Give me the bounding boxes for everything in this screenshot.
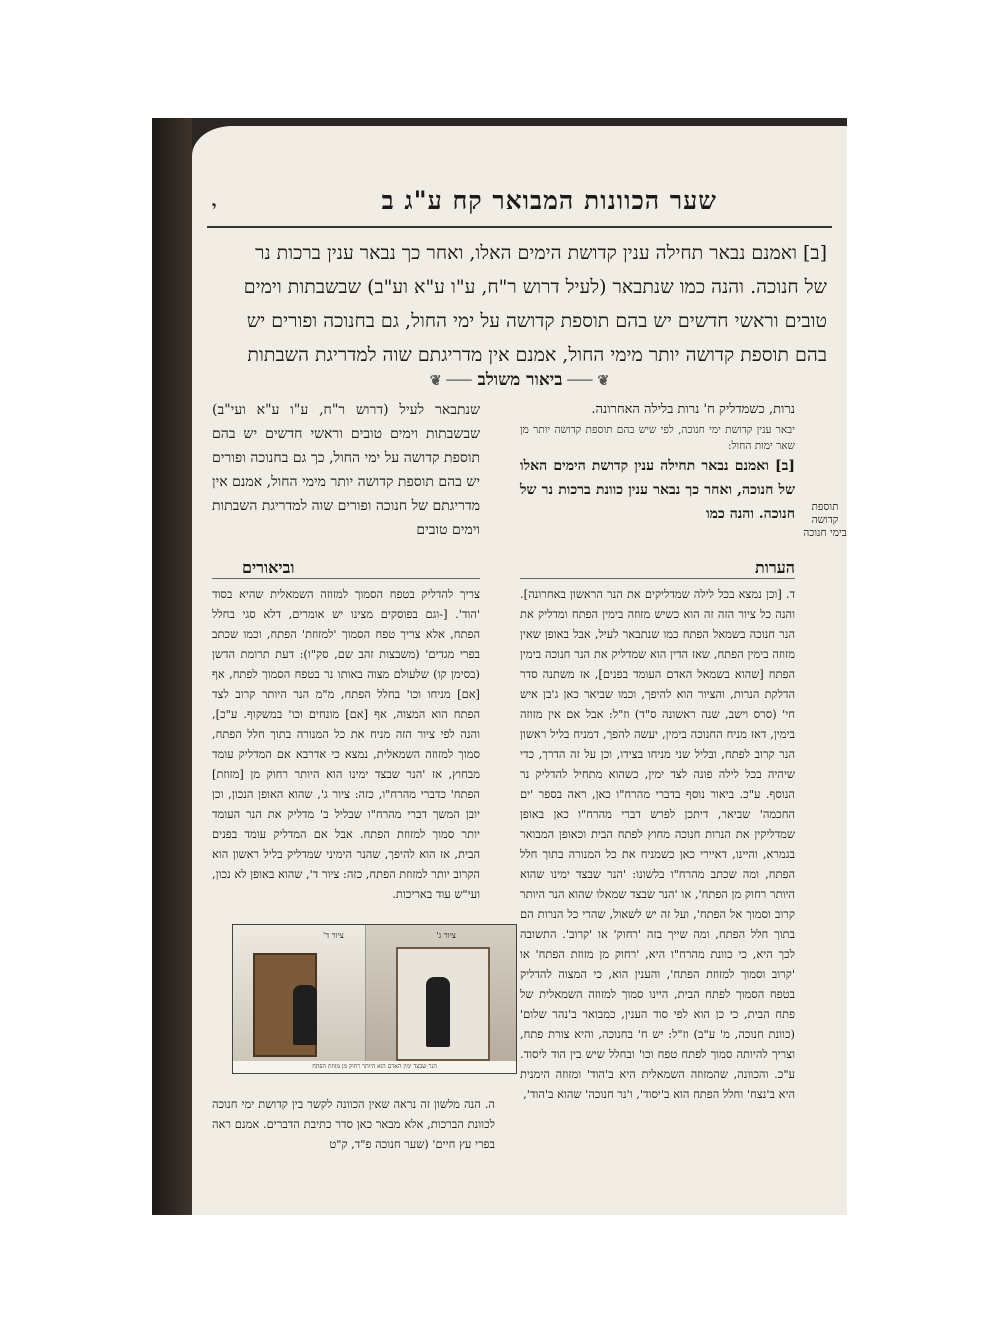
main-text [216,236,827,372]
illustration-label: ציור ג' [436,931,456,940]
ornament-icon: ❦ ─── [562,373,610,389]
book-photo [152,118,847,1215]
ornament-icon: ─── ❦ [429,373,472,389]
right-column-para: [ב] ואמנם נבאר תחילה ענין קדושת הימים האלו של חנוכה, ואחר כך נבאר ענין כוונת ברכות נר של חנוכה. והנה כמו [520,458,795,522]
illustration [232,924,517,1074]
right-column [520,398,795,526]
illustration-panel [366,925,516,1073]
person-icon [293,985,317,1045]
header-rule [207,226,832,228]
divider [212,578,480,579]
section-heading [192,370,847,390]
illustration-label: ציור ד' [323,931,344,940]
page-title: שער הכוונות המבואר קח ע"ג ב [381,186,717,215]
left-column [212,398,480,542]
main-text-line: בהם תוספת קדושה יותר מימי החול, אמנם אין מדריגתם שוה למדריגת השבתות [247,344,827,366]
bottom-left-note: ה. הנה מלשון זה נראה שאין הכוונה לקשר בין קדושת ימי חנוכה לכוונת הברכות, אלא מבאר כאן סדר כתיבת הדברים. אמנם ראה בפרי עץ חיים' (שער חנוכה פ"ד, ק"ט [212,1097,495,1151]
section-heading-label: ביאור משולב [477,370,563,390]
notes-heading: הערות [755,558,795,577]
person-icon [426,977,450,1047]
divider [520,578,795,579]
right-column-intro: נרות, כשמדליק ח' נרות בלילה האחרונה. [591,402,795,417]
illustration-caption: הנר שבצד ימין האדם הוא היותר רחוק מן מזוזת הפתח [233,1061,516,1073]
page-number: י [212,198,217,218]
book-spine-edge [152,118,192,1215]
notes-right: ד. [וכן נמצא בכל לילה שמדליקים את הנר הראשון באחרונה]. והנה כל ציור הזה זה הוא כשיש מזוזה בימין הפתח ומדליק את הנר חנוכה בשמאל הפתח כמו שנתבאר לעיל, אבל באופן שאין מזוזה בימין הפתח, שאז הדין הוא שמדליק את הנר חנוכה בימין הפתח [שהוא בשמאל האדם העומד בפנים], אז משתנה סדר הדלקת הנרות, והציור הוא להיפך, וכמו שביאר כאן ג'בן איש חי' (סרס וישב, שנה ראשונה ס"ד) וז"ל: אבל אם אין מזוזה בימין, דאז מניח החנוכה בימין, יעשה להפך, דמניח בליל ראשון הנר קרוב לפתח, ובליל שני מניחו בצידו, וכן על זה הדרך, כדי שיהיה בכל לילה פונה לצד ימין, כשהוא מתחיל להדליק נר הנוסף. ע"כ. ביאור נוסף בדברי מהרח"ו כאן, ראה בספר 'ים החכמה' שביאר, דיתכן לפרש דברי מהרח"ו כאן באופן שמדליקין את הנרות חנוכה מחוץ לפתח הבית וכאופן המבואר בגמרא, והיינו, דאיירי כאן כשמניח את כל המנורה בתוך חלל הפתח, ומה שכתב מהרח"ו בלשונו: 'הנר שבצד ימינו שהוא היותר רחוק מן הפתח', או 'הנר שבצד שמאלו שהוא הנר היותר קרוב וסמוך אל הפתח', ועל זה יש לשאול, שהרי כל הנרות הם בתוך חלל הפתח, ומה שייך בזה 'רחוק' או 'קרוב'. התשובה לכך היא, כי כוונת מהרח"ו היא, 'רחוק מן מזוזת הפתח' או 'קרוב וסמוך למזוזת הפתח', והענין הוא, כי המצוה להדליק בטפח הסמוך לפתח הבית, היינו סמוך למזוזה השמאלית של פתח הבית, כי כן הוא לפי סוד הענין, כמבואר ב'נהר שלום' (כוונת חנוכה, מ' ע"ב) וז"ל: יש ח' בחנוכה, והיא צורת פתח, וצריך להיותה סמוך לפתח טפח וכו' ובחלל שיש בין הוד ליסוד. ע"כ. והכוונה, שהמזוזה השמאלית היא ב'הוד' ומזוזה הימנית היא ב'נצח' וחלל הפתח הוא ב'יסוד', ו'נר חנוכה' שהוא ב'הוד', [520,587,795,1101]
main-text-line: טובים וראשי חדשים יש בהם תוספת קדושה על ימי החול, גם בחנוכה ופורים יש [246,310,827,332]
main-text-line: של חנוכה. והנה כמו שנתבאר (לעיל דרוש ר"ח, ע"ו ע"א וע"ב) שבשבתות וימים [243,276,827,298]
margin-note: תוספת קדושה בימי חנוכה [803,501,847,539]
explanations-heading: וביאורים [242,558,295,577]
illustration-panel [233,925,365,1073]
right-column-small: יבאר ענין קדושת ימי חנוכה, לפי שיש בהם תוספת קדושה יותר מן שאר ימות החול: [520,424,795,452]
book-page [192,126,847,1215]
main-text-line: [ב] ואמנם נבאר תחילה ענין קדושת הימים האלו, ואחר כך נבאר ענין ברכות נר [255,242,827,264]
notes-left: צריך להדליק בטפח הסמוך למזוזה השמאלית שהיא בסוד 'הוד'. [-וגם בפוסקים מצינו יש אומרים, דלא סגי בחלל הפתח, אלא צריך טפח הסמוך 'למזוזת' הפתח, וכמו שכתב בפרי מגדים' (משבצות זהב שם, סק"ו): דעת תרומת הדשן (בסימן קו) שלעולם מצוה באותו נר בטפח הסמוך לפתח, אף [אם] מניחו וכו' בחלל הפתח, מ"מ הנר היותר קרוב לצד הפתח הוא המצוה, אף [אם] מונחים וכו' במשקוף. ע"כ], והנה לפי ציור הזה מניח את כל המנורה בתוך חלל הפתח, סמוך למזוזה השמאלית, נמצא כי אדרבא אם המדליק עומד מבחוץ, אז 'הנר שבצד ימינו הוא היותר רחוק מן [מזוזת] הפתח' כדברי מהרח"ו, כזה: ציור ג', שהוא האופן הנכון, וכן יובן המשך דברי מהרח"ו שבליל ב' מדליק את הנר העומד יותר סמוך למזוזת הפתח. אבל אם המדליק עומד בפנים הבית, אז הוא להיפך, שהנר הימיני שמדליק בליל ראשון הוא הקרוב יותר למזוזת הפתח, כזה: ציור ד', שהוא באופן לא נכון, ועי"ש עוד באריכות. [212,587,480,901]
left-column-para: שנתבאר לעיל (דרוש ר"ח, ע"ו ע"א ועי"ב) שבשבתות וימים טובים וראשי חדשים יש בהם תוספת קדושה על ימי החול, כך גם בחנוכה ופורים יש בהם תוספת קדושה יותר מימי החול, אמנם אין מדריגתם של חנוכה ופורים שוה למדריגת השבתות וימים טובים [212,402,480,538]
